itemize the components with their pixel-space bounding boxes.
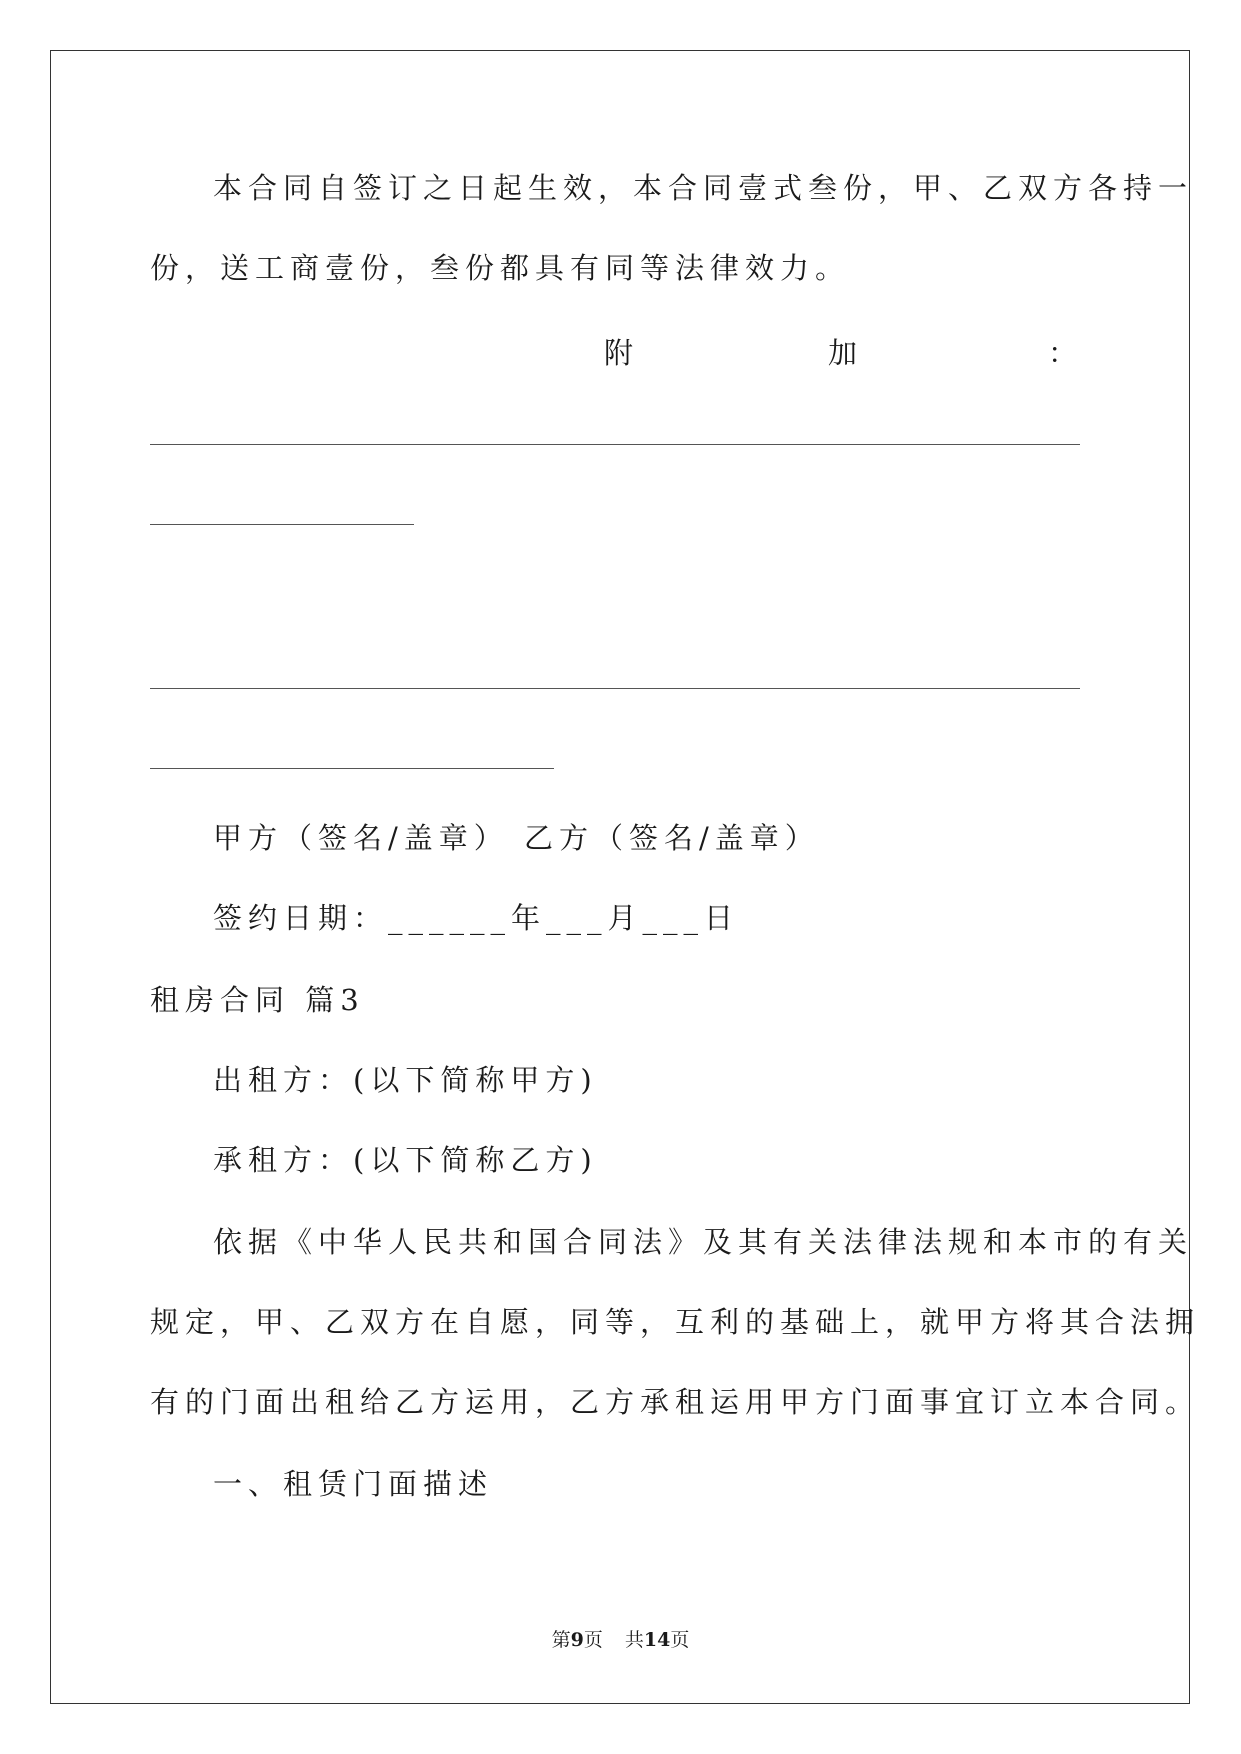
- current-page-number: 9: [570, 1629, 584, 1651]
- paragraph-line: 规定，甲、乙双方在自愿，同等，互利的基础上，就甲方将其合法拥: [150, 1305, 1201, 1339]
- footer-total-suffix: 页: [670, 1629, 690, 1651]
- section-title: 租房合同 篇3: [150, 983, 365, 1017]
- appendix-char: 附: [604, 336, 634, 370]
- total-page-count: 14: [643, 1629, 671, 1651]
- paragraph-line: 有的门面出租给乙方运用，乙方承租运用甲方门面事宜订立本合同。: [150, 1385, 1201, 1419]
- paragraph-line: 本合同自签订之日起生效，本合同壹式叁份，甲、乙双方各持一: [213, 171, 1194, 205]
- blank-line: [150, 768, 554, 769]
- signature-line: 甲方（签名/盖章） 乙方（签名/盖章）: [213, 821, 820, 855]
- appendix-char: 加: [828, 336, 858, 370]
- paragraph-line: 份，送工商壹份，叁份都具有同等法律效力。: [150, 251, 851, 285]
- footer-prefix: 第: [551, 1629, 571, 1651]
- appendix-colon: ：: [1048, 336, 1078, 370]
- lessor-line: 出租方：(以下简称甲方): [213, 1063, 598, 1097]
- footer-total-prefix: 共: [624, 1629, 644, 1651]
- blank-line: [150, 688, 1080, 689]
- page-footer: [0, 1628, 1241, 1652]
- lessee-line: 承租方：(以下简称乙方): [213, 1143, 598, 1177]
- signing-date: 签约日期：______年___月___日: [213, 901, 740, 935]
- paragraph-line: 依据《中华人民共和国合同法》及其有关法律法规和本市的有关: [213, 1225, 1194, 1259]
- footer-page-suffix: 页: [583, 1629, 603, 1651]
- page-border: [50, 50, 1190, 1704]
- blank-line: [150, 524, 414, 525]
- blank-line: [150, 444, 1080, 445]
- clause-heading: 一、租赁门面描述: [213, 1467, 494, 1501]
